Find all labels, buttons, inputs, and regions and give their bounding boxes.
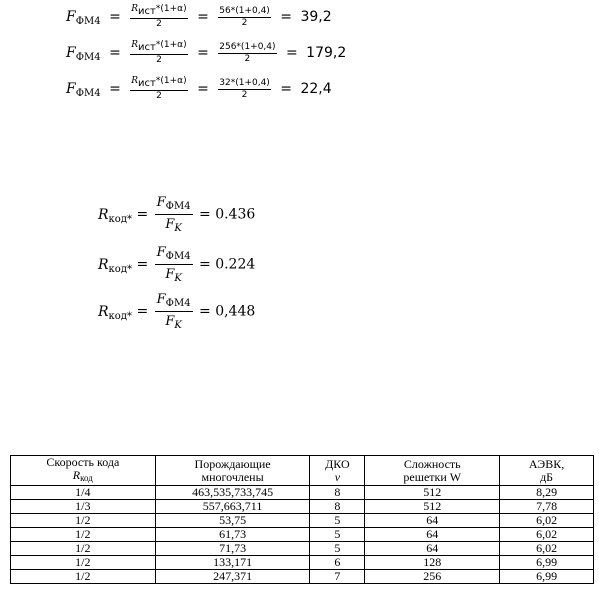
formula-result: 0.224 xyxy=(215,256,256,273)
cell-dko: 8 xyxy=(310,486,365,500)
formula-lhs: $R_{код*}$ xyxy=(98,256,132,275)
cell-code-rate: 1/2 xyxy=(11,514,156,528)
cell-complexity: 512 xyxy=(365,486,500,500)
cell-polynomials: 71,73 xyxy=(155,542,310,556)
cell-code-rate: 1/2 xyxy=(11,556,156,570)
cell-complexity: 64 xyxy=(365,542,500,556)
formula-lhs: $F_{ФМ4}$ xyxy=(66,9,101,27)
cell-polynomials: 247,371 xyxy=(155,570,310,584)
formula-f-fm4-2: $F_{ФМ4}$ = $\frac{\text{Rист*(1+α)}}{2}$ = $\frac{256*(1+0,4)}{2}$ = 179,2 xyxy=(66,40,347,65)
cell-code-rate: 1/2 xyxy=(11,570,156,584)
formula-f-fm4-1: $F_{ФМ4}$ = $\frac{\text{Rист*(1+α)}}{2}$ = $\frac{56*(1+0,4)}{2}$ = 39,2 xyxy=(66,4,332,29)
formula-result: 0.436 xyxy=(215,206,256,223)
table-row xyxy=(11,486,594,500)
header-dko: ДКО ν xyxy=(310,456,365,486)
cell-polynomials: 133,171 xyxy=(155,556,310,570)
table-row xyxy=(11,500,594,514)
cell-complexity: 512 xyxy=(365,500,500,514)
formula-result: 179,2 xyxy=(306,45,347,61)
formula-f-fm4-3: $F_{ФМ4}$ = $\frac{\text{Rист*(1+α)}}{2}$ = $\frac{32*(1+0,4)}{2}$ = 22,4 xyxy=(66,76,332,101)
cell-aevk: 8,29 xyxy=(500,486,594,500)
fraction: $\frac{\text{Rист*(1+α)}}{2}$ xyxy=(131,40,187,65)
formula-lhs: $R_{код*}$ xyxy=(98,303,132,322)
cell-code-rate: 1/2 xyxy=(11,528,156,542)
cell-dko: 5 xyxy=(310,514,365,528)
cell-polynomials: 557,663,711 xyxy=(155,500,310,514)
code-parameters-table xyxy=(10,455,594,584)
table-row xyxy=(11,542,594,556)
cell-polynomials: 53,75 xyxy=(155,514,310,528)
formula-lhs: $R_{код*}$ xyxy=(98,206,132,225)
fraction: $\frac{F_{ФМ4}}{F_K}$ xyxy=(156,245,191,284)
cell-dko: 5 xyxy=(310,542,365,556)
fraction: $\frac{56*(1+0,4)}{2}$ xyxy=(219,5,270,28)
header-generator-polynomials: Порождающие многочлены xyxy=(155,456,310,486)
formula-lhs: $F_{ФМ4}$ xyxy=(66,81,101,99)
cell-aevk: 6,02 xyxy=(500,542,594,556)
fraction: $\frac{32*(1+0,4)}{2}$ xyxy=(219,77,270,100)
table-row xyxy=(11,570,594,584)
cell-complexity: 256 xyxy=(365,570,500,584)
header-aevk: АЭВК, дБ xyxy=(500,456,594,486)
cell-dko: 8 xyxy=(310,500,365,514)
cell-complexity: 128 xyxy=(365,556,500,570)
cell-dko: 7 xyxy=(310,570,365,584)
cell-aevk: 6,99 xyxy=(500,556,594,570)
fraction: $\frac{\text{Rист*(1+α)}}{2}$ xyxy=(131,76,187,101)
formula-r-code-2: $R_{код*}$ = $\frac{F_{ФМ4}}{F_K}$ = 0.224 xyxy=(98,245,256,284)
cell-code-rate: 1/3 xyxy=(11,500,156,514)
table-row xyxy=(11,556,594,570)
cell-aevk: 6,02 xyxy=(500,514,594,528)
header-code-rate: Скорость кода Rкод xyxy=(11,456,156,486)
cell-aevk: 6,99 xyxy=(500,570,594,584)
formula-result: 22,4 xyxy=(300,81,332,97)
table-row xyxy=(11,528,594,542)
formula-r-code-3: $R_{код*}$ = $\frac{F_{ФМ4}}{F_K}$ = 0,448 xyxy=(98,292,256,331)
formula-r-code-1: $R_{код*}$ = $\frac{F_{ФМ4}}{F_K}$ = 0.436 xyxy=(98,195,256,234)
formula-lhs: $F_{ФМ4}$ xyxy=(66,45,101,63)
table-row xyxy=(11,514,594,528)
cell-dko: 5 xyxy=(310,528,365,542)
formula-result: 39,2 xyxy=(300,9,332,25)
cell-complexity: 64 xyxy=(365,528,500,542)
cell-dko: 6 xyxy=(310,556,365,570)
cell-polynomials: 61,73 xyxy=(155,528,310,542)
fraction: $\frac{F_{ФМ4}}{F_K}$ xyxy=(156,195,191,234)
fraction: $\frac{\text{Rист*(1+α)}}{2}$ xyxy=(131,4,187,29)
fraction: $\frac{F_{ФМ4}}{F_K}$ xyxy=(156,292,191,331)
cell-code-rate: 1/2 xyxy=(11,542,156,556)
table-header-row xyxy=(11,456,594,486)
cell-aevk: 6,02 xyxy=(500,528,594,542)
cell-polynomials: 463,535,733,745 xyxy=(155,486,310,500)
header-trellis-complexity: Сложность решетки W xyxy=(365,456,500,486)
cell-code-rate: 1/4 xyxy=(11,486,156,500)
fraction: $\frac{256*(1+0,4)}{2}$ xyxy=(219,41,276,64)
cell-aevk: 7,78 xyxy=(500,500,594,514)
formula-result: 0,448 xyxy=(215,303,256,320)
cell-complexity: 64 xyxy=(365,514,500,528)
